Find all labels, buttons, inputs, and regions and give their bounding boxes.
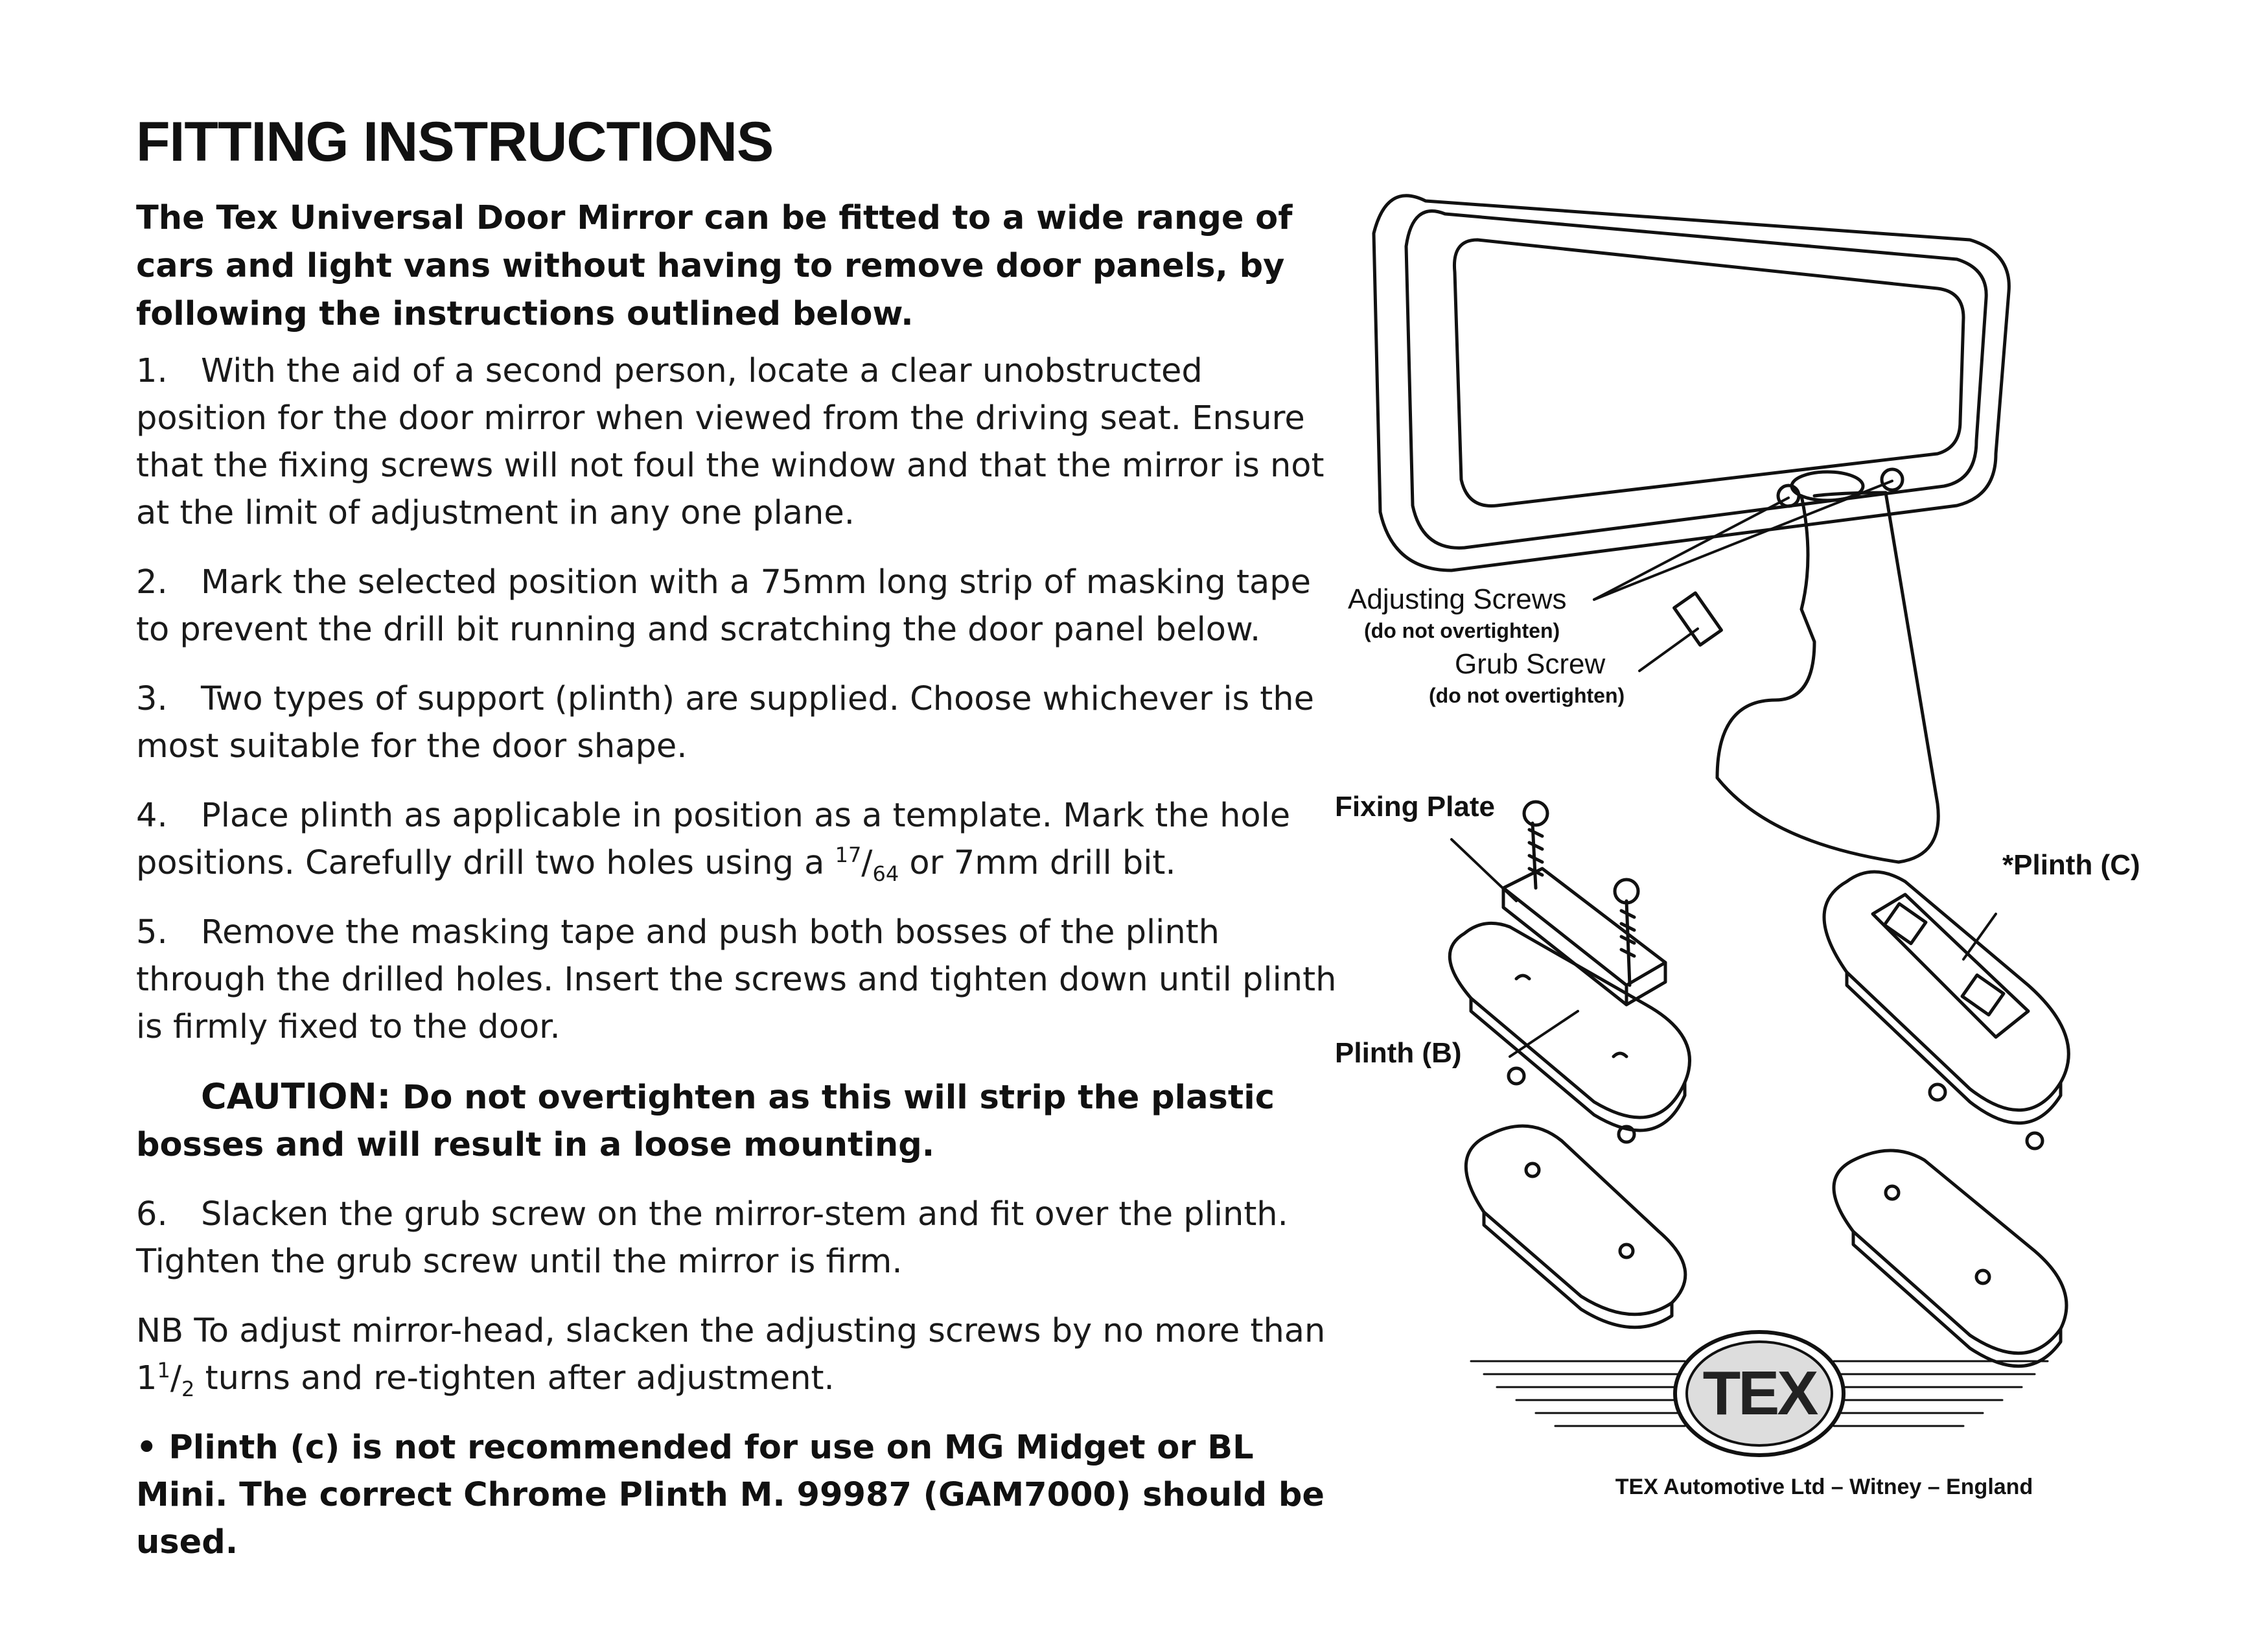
nb-paragraph: NB To adjust mirror-head, slacken the adjusting screws by no more than $1^1/_2$ turns and re-tighten after adjustment. [136, 1312, 1326, 1402]
step-text: Slacken the grub screw on the mirror-stem and fit over the plinth. Tighten the grub screw until the mirror is firm. [136, 1195, 1288, 1281]
step-number: 4. [136, 797, 168, 835]
step-text-end: or 7mm drill bit. [899, 844, 1176, 882]
step-number: 3. [136, 680, 168, 718]
label-grub-note: (do not overtighten) [1429, 684, 1625, 707]
fraction-numerator: 1 [157, 1358, 170, 1383]
fraction-denominator: 2 [181, 1377, 195, 1402]
caution-keyword: CAUTION: [201, 1076, 391, 1117]
step-text: Two types of support (plinth) are supplied. Choose whichever is the most suitable for the door shape. [136, 680, 1314, 765]
label-plinth-c: *Plinth (C) [2002, 849, 2140, 881]
fixing-plate-illustration [1452, 802, 1665, 1005]
step-4: 4. Place plinth as applicable in position as a template. Mark the hole positions. Carefully drill two holes using a $^{17}/_{64}$ or 7mm drill bit. [136, 792, 1341, 887]
caution-paragraph [136, 1073, 1341, 1169]
step-text: With the aid of a second person, locate a clear unobstructed position for the door mirror when viewed from the driving seat. Ensure that the fixing screws will not foul the window and that the mirror is not at the limit of adjustment in any one plane. [136, 352, 1325, 532]
gasket-left-illustration [1466, 1126, 1685, 1327]
step-2 [136, 559, 1341, 653]
label-plinth-b: Plinth (B) [1335, 1037, 1462, 1069]
label-adjusting-note: (do not overtighten) [1364, 619, 1560, 642]
fraction-denominator: 64 [872, 861, 899, 887]
instructions-column [136, 194, 1341, 1566]
plinth-b-illustration [1450, 923, 1689, 1142]
step-text: Mark the selected position with a 75mm long strip of masking tape to prevent the drill bit running and scratching the door panel below. [136, 563, 1311, 649]
step-text: Place plinth as applicable in position as a template. Mark the hole positions. Carefully drill two holes using a [136, 797, 1291, 882]
fraction-numerator: 17 [835, 843, 862, 867]
label-grub-screw: Grub Screw [1455, 648, 1606, 680]
step-number: 6. [136, 1195, 168, 1233]
step-number: 1. [136, 352, 168, 390]
plinth-c-illustration [1824, 872, 2068, 1149]
step-3 [136, 675, 1341, 770]
gasket-right-illustration [1834, 1151, 2066, 1366]
logo-text: TEX [1702, 1359, 1816, 1428]
caution-text: Do not overtighten as this will strip the plastic bosses and will result in a loose mounting. [136, 1079, 1275, 1164]
nb-text: NB To adjust mirror-head, slacken the adjusting screws by no more than 1 [136, 1312, 1326, 1397]
mirror-head-illustration [1374, 196, 2009, 570]
step-number: 2. [136, 563, 168, 602]
step-6 [136, 1191, 1341, 1285]
step-5 [136, 909, 1341, 1051]
page-title: FITTING INSTRUCTIONS [136, 111, 774, 173]
intro-paragraph: The Tex Universal Door Mirror can be fitted to a wide range of cars and light vans without having to remove door panels, by following the instructions outlined below. [136, 199, 1293, 333]
step-number: 5. [136, 913, 168, 952]
company-footer: TEX Automotive Ltd – Witney – England [1615, 1475, 2033, 1499]
nb-text-end: turns and re-tighten after adjustment. [194, 1359, 835, 1397]
label-adjusting-screws: Adjusting Screws [1348, 583, 1567, 615]
step-1 [136, 347, 1341, 537]
footnote: • Plinth (c) is not recommended for use on MG Midget or BL Mini. The correct Chrome Plinth M. 99987 (GAM7000) should be used. [136, 1429, 1325, 1561]
label-fixing-plate: Fixing Plate [1335, 791, 1495, 823]
mirror-stem-illustration [1674, 493, 1939, 862]
step-text: Remove the masking tape and push both bosses of the plinth through the drilled holes. Insert the screws and tighten down until plinth is firmly fixed to the door. [136, 913, 1337, 1046]
